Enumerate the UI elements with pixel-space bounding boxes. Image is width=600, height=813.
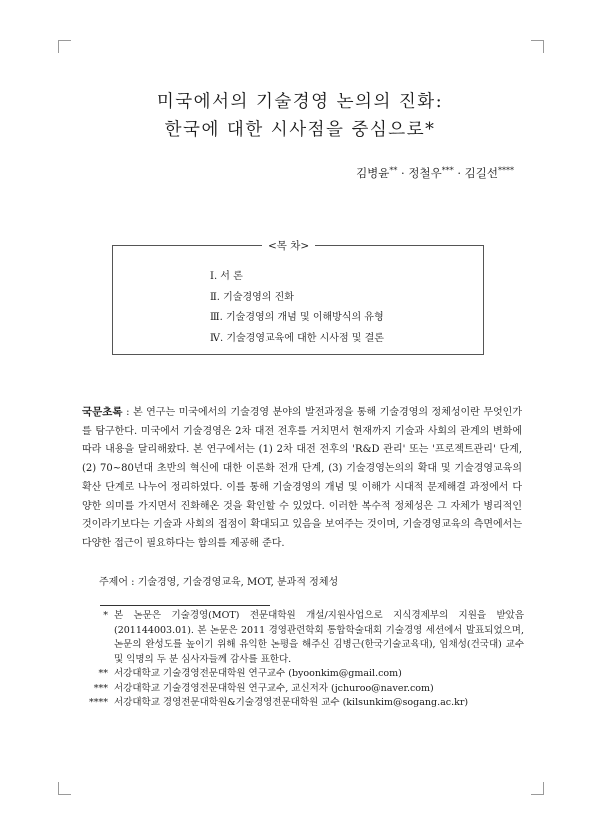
- abstract-label: 국문초록: [82, 406, 123, 418]
- author-separator: ·: [453, 166, 465, 180]
- author-mark: ***: [441, 166, 454, 175]
- author-separator: ·: [397, 166, 409, 180]
- crop-mark-top-right: [531, 40, 544, 53]
- author-mark: ****: [498, 166, 514, 175]
- author-mark: **: [389, 166, 398, 175]
- crop-mark-bottom-left: [58, 782, 71, 795]
- footnotes: [80, 609, 524, 711]
- footnote-mark: *: [103, 610, 108, 621]
- footnote: [80, 609, 524, 667]
- footnote: [80, 696, 524, 711]
- footnote: [80, 682, 524, 697]
- keywords: 주제어 : 기술경영, 기술경영교육, MOT, 분과적 정체성: [99, 577, 339, 588]
- author-name: 김병윤: [356, 166, 390, 180]
- footnote-text: 본 논문은 기술경영(MOT) 전문대학원 개설/지원사업으로 지식경제부의 지원을 받았음(201144003.01). 본 논문은 2011 경영관련학회 통합학술대회 기술경영 세션에서 발표되었으며, 논문의 완성도를 높이기 위해 유익한 논평을 해주신 김병근(한국기술교육대), 임채성(건국대) 교수 및 익명의 두 분 심사자들께 감사를 표한다.: [114, 610, 524, 665]
- paper-title-line-2: 한국에 대한 시사점을 중심으로*: [164, 120, 436, 140]
- toc-item: Ⅰ. 서 론: [210, 271, 243, 282]
- crop-mark-bottom-right: [531, 782, 544, 795]
- abstract-text: : 본 연구는 미국에서의 기술경영 분야의 발전과정을 통해 기술경영의 정체성이란 무엇인가를 탐구한다. 미국에서 기술경영은 2차 대전 전후를 거치면서 현재까지 기술과 사회의 관계의 변화에 따라 내용을 달리해왔다. 본 연구에서는 (1) 2차 대전 전후의 'R&D 관리' 또는 '프로젝트관리' 단계, (2) 70~80년대 초반의 혁신에 대한 이론화 전개 단계, (3) 기술경영논의의 확대 및 기술경영교육의 확산 단계로 나누어 정리하였다. 이를 통해 기술경영의 개념 및 이해가 시대적 문제해결 과정에서 다양한 의미를 가지면서 진화해온 것을 확인할 수 있었다. 이러한 복수적 정체성은 그 자체가 병리적인 것이라기보다는 기술과 사회의 접점이 확대되고 있음을 보여주는 것이며, 기술경영교육의 측면에서는 다양한 접근이 필요하다는 함의를 제공해 준다.: [82, 407, 522, 549]
- footnote-text: 서강대학교 경영전문대학원&기술경영전문대학원 교수 (kilsunkim@sogang.ac.kr): [114, 697, 469, 708]
- toc-item: Ⅱ. 기술경영의 진화: [210, 291, 294, 303]
- toc-list: [210, 267, 384, 349]
- footnote-text: 서강대학교 기술경영전문대학원 연구교수 (byoonkim@gmail.com): [114, 668, 402, 679]
- author-name: 정철우: [408, 166, 442, 180]
- footnote-mark: **: [98, 668, 108, 679]
- footnote-text: 서강대학교 기술경영전문대학원 연구교수, 교신저자 (jchuroo@naver.com): [114, 682, 434, 694]
- author-name: 김길선: [464, 166, 498, 180]
- footnote-divider: [100, 605, 270, 606]
- toc-heading: <목 차>: [262, 238, 315, 253]
- paper-title-line-1: 미국에서의 기술경영 논의의 진화:: [156, 92, 444, 112]
- toc-item: Ⅲ. 기술경영의 개념 및 이해방식의 유형: [210, 312, 384, 323]
- footnote: [80, 667, 524, 682]
- author-list: [356, 165, 514, 181]
- korean-abstract: [82, 403, 522, 554]
- crop-mark-top-left: [58, 40, 71, 53]
- footnote-mark: ***: [93, 682, 108, 694]
- footnote-mark: ****: [89, 697, 108, 708]
- toc-item: Ⅳ. 기술경영교육에 대한 시사점 및 결론: [210, 332, 384, 344]
